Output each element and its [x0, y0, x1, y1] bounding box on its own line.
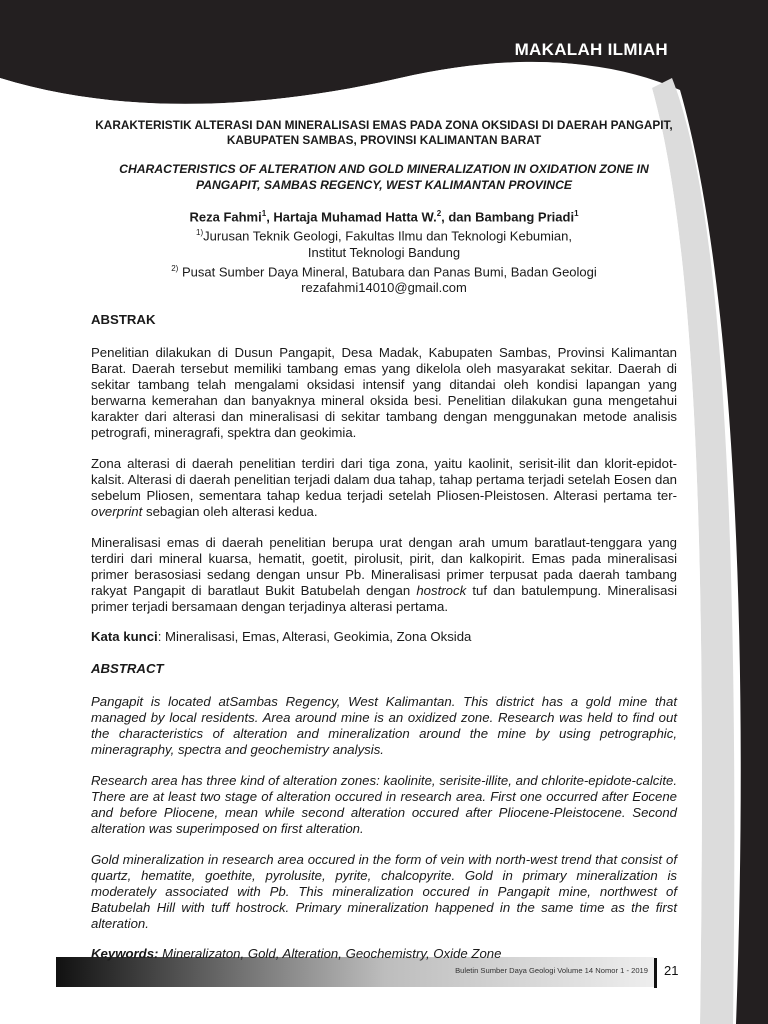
abstrak-paragraph-3 [91, 535, 677, 615]
abstrak-heading: ABSTRAK [91, 311, 156, 327]
abstract-heading: ABSTRACT [91, 660, 164, 676]
keywords-text: Mineralizaton, Gold, Alteration, Geochemistry, Oxide Zone [158, 945, 502, 961]
title-english: CHARACTERISTICS OF ALTERATION AND GOLD MINERALIZATION IN OXIDATION ZONE IN PANGAPIT, SAMBAS REGENCY, WEST KALIMANTAN PROVINCE [119, 162, 649, 192]
abstract-paragraph-2: Research area has three kind of alteration zones: kaolinite, serisite-illite, and chlorite-epidote-calcite. There are at least two stage of alteration occured in research area. First one occurred after Eocene and before Pliocene, mean while second alteration occured after Pliocene-Pleistocene. Second alteration was superimposed on first alteration. [91, 772, 677, 836]
keywords-label: Keywords: [91, 945, 159, 961]
affiliation-1-line2: Institut Teknologi Bandung [307, 244, 461, 260]
author-3-sup: 1 [574, 209, 579, 218]
author-2: Hartaja Muhamad Hatta W. [273, 209, 437, 225]
keywords [91, 946, 677, 962]
section-label: MAKALAH ILMIAH [514, 40, 668, 59]
author-1-sup: 1 [261, 209, 267, 218]
author-2-sup: 2 [436, 209, 442, 218]
kata-kunci-label: Kata kunci [91, 628, 158, 644]
abstrak-p3-text: Mineralisasi emas di daerah penelitian berupa urat dengan arah umum baratlaut-tenggara yang terdiri dari mineral kuarsa, hematit, goetit, pirolusit, pirit, dan kalkopirit. Emas pada mineralisasi primer berasosiasi sedang dengan unsur Pb. Mineralisasi primer terpusat pada daerah tambang rakyat Pangapit di baratlaut Bukit Batubelah dengan [91, 534, 677, 598]
abstrak-p3-italic: hostrock [416, 582, 467, 598]
abstrak-p3-text-end: tuf dan batulempung. Mineralisasi primer terjadi bersamaan dengan terjadinya alterasi pertama. [91, 582, 677, 614]
author-sep: , [266, 209, 274, 225]
abstrak-p2-text: Zona alterasi di daerah penelitian terdiri dari tiga zona, yaitu kaolinit, serisit-ilit dan klorit-epidot-kalsit. Alterasi di daerah penelitian terjadi dalam dua tahap, tahap pertama terjadi setelah Eosen dan sebelum Pliosen, sementara tahap kedua terjadi setelah Pliosen-Pleistosen. Alterasi pertama ter- [91, 455, 677, 503]
page-number: 21 [664, 963, 679, 978]
author-email: rezafahmi14010@gmail.com [301, 279, 467, 295]
abstrak-p2-text-end: sebagian oleh alterasi kedua. [142, 503, 318, 519]
article-content [91, 118, 677, 962]
author-block [91, 206, 677, 296]
journal-citation: Buletin Sumber Daya Geologi Volume 14 Nomor 1 - 2019 [455, 966, 648, 975]
affiliation-2-sup: 2) [171, 263, 179, 273]
affiliation-2 [91, 261, 677, 280]
affiliation-1-sup: 1) [196, 228, 204, 238]
author-sep: , dan [441, 209, 476, 225]
author-1: Reza Fahmi [189, 209, 262, 225]
author-3: Bambang Priadi [475, 209, 575, 225]
affiliation-2-text: Pusat Sumber Daya Mineral, Batubara dan Panas Bumi, Badan Geologi [178, 263, 597, 279]
title-indonesian: KARAKTERISTIK ALTERASI DAN MINERALISASI EMAS PADA ZONA OKSIDASI DI DAERAH PANGAPIT, KABUPATEN SAMBAS, PROVINSI KALIMANTAN BARAT [95, 118, 673, 147]
author-names [91, 206, 677, 225]
abstract-paragraph-3: Gold mineralization in research area occured in the form of vein with north-west trend that consist of quartz, hematite, goethite, pyrolusite, pyrite, chalcopyrite. Gold in primary mineralization is moderately associated with Pb. This mineralization occured in Pangapit mine, northwest of Batubelah Hill with tuff hostrock. Primary mineralization happened in the same time as the first alteration. [91, 851, 677, 931]
abstract-paragraph-1: Pangapit is located atSambas Regency, West Kalimantan. This district has a gold mine that managed by local residents. Area around mine is an oxidized zone. Research was held to find out the characteristics of alteration and mineralization around the mine by using petrographic, mineragraphy, spectra and geochemistry analysis. [91, 693, 677, 757]
abstrak-p2-italic: overprint [91, 503, 143, 519]
kata-kunci-text: : Mineralisasi, Emas, Alterasi, Geokimia, Zona Oksida [157, 628, 472, 644]
kata-kunci [91, 629, 677, 645]
abstrak-paragraph-2 [91, 456, 677, 520]
affiliation-1 [91, 225, 677, 244]
affiliation-1-line1: Jurusan Teknik Geologi, Fakultas Ilmu dan Teknologi Kebumian, [203, 228, 572, 244]
abstrak-paragraph-1: Penelitian dilakukan di Dusun Pangapit, Desa Madak, Kabupaten Sambas, Provinsi Kalimantan Barat. Daerah tersebut memiliki tambang emas yang dikelola oleh masyarakat sekitar. Daerah di sekitar tambang telah mengalami oksidasi intensif yang ditandai oleh kondisi lapangan yang berwarna kemerahan dan banyaknya mineral oksida besi. Penelitian dilakukan guna mengetahui karakter dari alterasi dan mineralisasi di sekitar tambang dengan menggunakan metode analisis petrografi, mineragrafi, spektra dan geokimia. [91, 344, 677, 440]
footer-separator [654, 958, 657, 988]
